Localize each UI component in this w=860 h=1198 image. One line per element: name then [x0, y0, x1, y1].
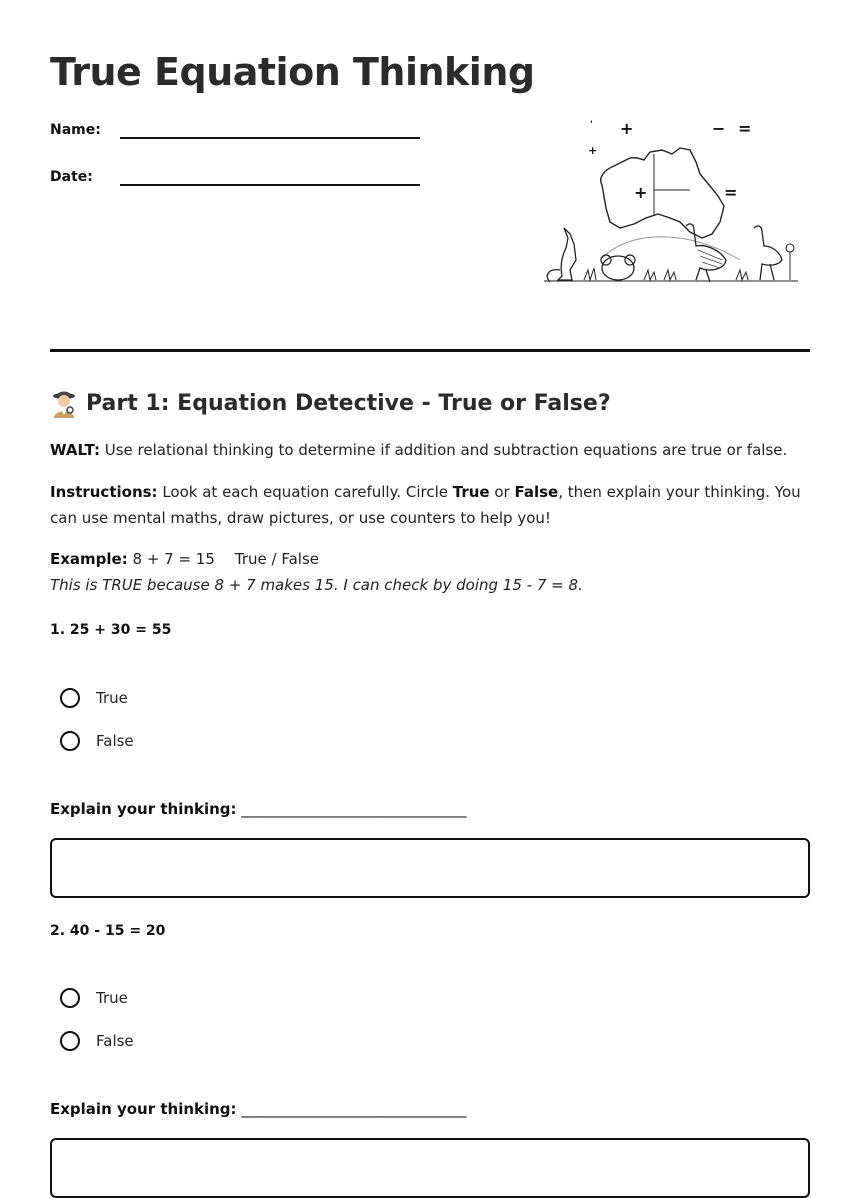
option-label: False	[96, 732, 134, 750]
date-label: Date:	[50, 169, 93, 185]
name-input-line[interactable]	[120, 137, 420, 139]
equals-symbol: =	[738, 119, 752, 138]
detective-emoji-icon	[50, 388, 78, 418]
question-1-answer-box[interactable]	[50, 838, 810, 898]
question-1-explain-label	[50, 800, 466, 818]
option-label: True	[96, 989, 128, 1007]
walt-paragraph	[50, 437, 810, 463]
example-equation: 8 + 7 = 15	[127, 550, 215, 568]
question-1-title: 1. 25 + 30 = 55	[50, 622, 172, 638]
option-label: False	[96, 1032, 134, 1050]
question-1-option-true[interactable]	[60, 685, 128, 711]
question-2-title: 2. 40 - 15 = 20	[50, 923, 166, 939]
instructions-text-1: Look at each equation carefully. Circle	[157, 483, 453, 501]
instructions-or: or	[489, 483, 515, 501]
tick-mark: '	[590, 120, 593, 130]
header-divider	[50, 349, 810, 352]
instructions-paragraph	[50, 479, 810, 531]
question-2-option-true[interactable]	[60, 985, 128, 1011]
walt-label: WALT:	[50, 441, 100, 459]
question-2-explain-label	[50, 1100, 466, 1118]
name-field	[50, 122, 430, 152]
example-explanation: This is TRUE because 8 + 7 makes 15. I can check by doing 15 - 7 = 8.	[50, 576, 583, 594]
example-line	[50, 546, 810, 572]
part1-heading	[50, 388, 611, 418]
equals-symbol-2: =	[724, 183, 738, 202]
plus-symbol-1: +	[620, 119, 634, 138]
explain-blank-line: ______________________________	[236, 800, 467, 818]
name-label: Name:	[50, 122, 101, 138]
radio-circle-icon[interactable]	[60, 731, 80, 751]
question-2-answer-box[interactable]	[50, 1138, 810, 1198]
option-label: True	[96, 689, 128, 707]
plus-symbol-2: +	[588, 144, 598, 157]
explain-label-text: Explain your thinking:	[50, 1100, 237, 1118]
date-field	[50, 169, 430, 199]
question-1-option-false[interactable]	[60, 728, 134, 754]
radio-circle-icon[interactable]	[60, 1031, 80, 1051]
radio-circle-icon[interactable]	[60, 988, 80, 1008]
instructions-text-2: , then explain your thinking. You can use mental maths, draw pictures, or use counters to help you!	[50, 483, 801, 527]
australia-map-animals-icon	[540, 110, 805, 290]
minus-symbol: −	[712, 119, 726, 138]
explain-label-text: Explain your thinking:	[50, 800, 237, 818]
walt-text: Use relational thinking to determine if addition and subtraction equations are true or false.	[99, 441, 788, 459]
example-choice: True / False	[234, 550, 319, 568]
part1-heading-text: Part 1: Equation Detective - True or False?	[86, 390, 611, 416]
date-input-line[interactable]	[120, 184, 420, 186]
question-2-option-false[interactable]	[60, 1028, 134, 1054]
plus-symbol-3: +	[634, 183, 648, 202]
worksheet-title: True Equation Thinking	[50, 50, 535, 94]
explain-blank-line: ______________________________	[236, 1100, 467, 1118]
radio-circle-icon[interactable]	[60, 688, 80, 708]
instructions-true: True	[452, 483, 490, 501]
example-label: Example:	[50, 550, 128, 568]
instructions-false: False	[514, 483, 559, 501]
instructions-label: Instructions:	[50, 483, 158, 501]
